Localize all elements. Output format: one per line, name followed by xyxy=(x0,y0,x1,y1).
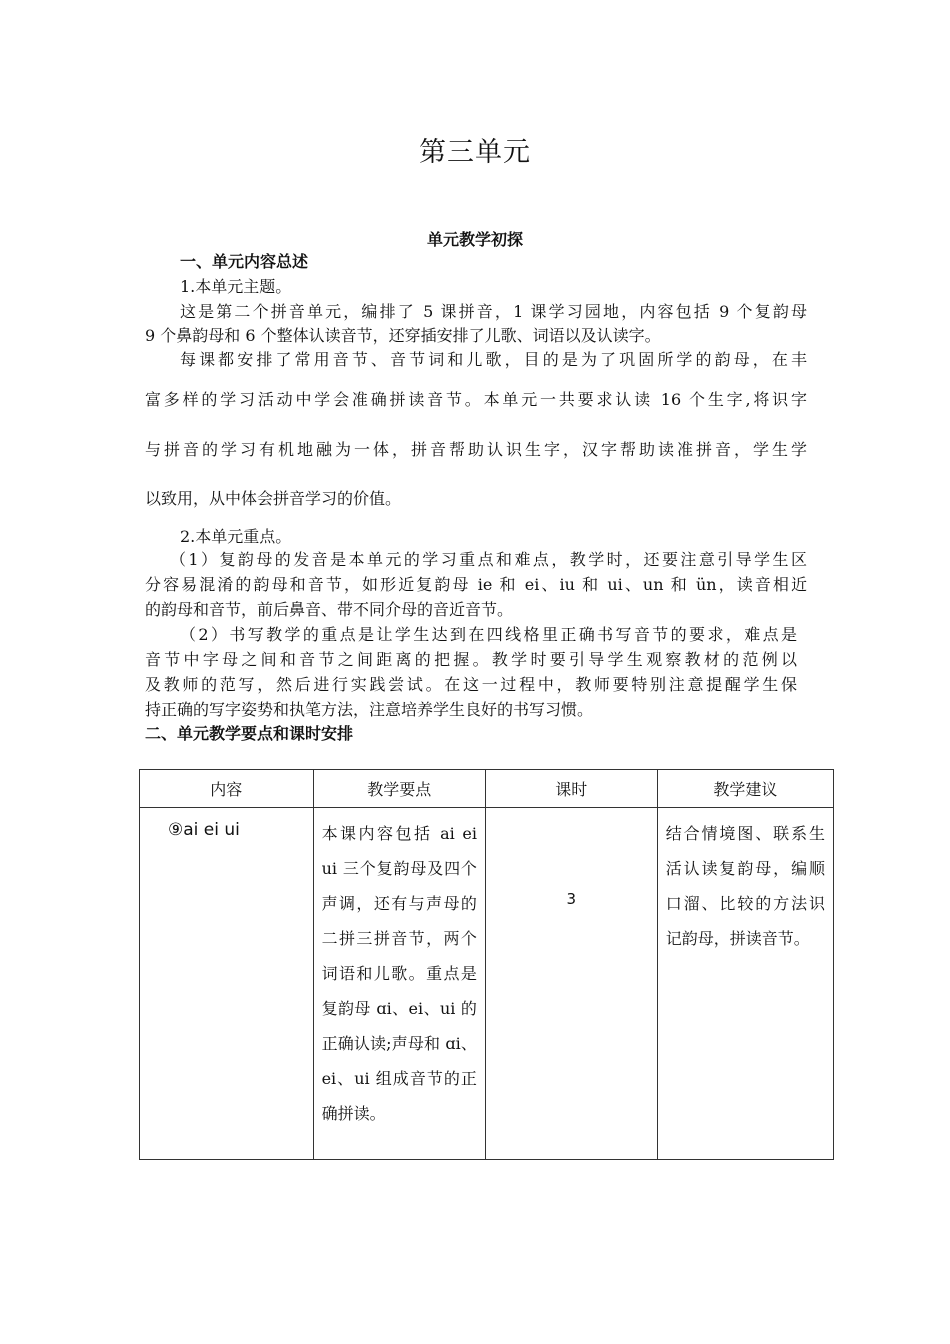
paragraph-line: 这是第二个拼音单元，编排了 5 课拼音，1 课学习园地，内容包括 9 个复韵母 xyxy=(180,302,807,321)
paragraph-line: 持正确的写字姿势和执笔方法，注意培养学生良好的书写习惯。 xyxy=(145,700,594,719)
cell-hours: 3 xyxy=(485,808,657,1160)
paragraph-line: 以致用，从中体会拼音学习的价值。 xyxy=(145,489,402,508)
column-header-suggestions: 教学建议 xyxy=(657,770,833,808)
paragraph-line: 及教师的范写，然后进行实践尝试。在这一过程中，教师要特别注意提醒学生保 xyxy=(145,675,797,694)
section1-heading: 一、单元内容总述 xyxy=(180,252,309,271)
column-header-hours: 课时 xyxy=(485,770,657,808)
paragraph-line: 分容易混淆的韵母和音节，如形近复韵母 ie 和 ei、iu 和 ui、un 和 ün，读音相近 xyxy=(145,575,807,594)
cell-suggestions: 结合情境图、联系生活认读复韵母，编顺口溜、比较的方法识记韵母，拼读音节。 xyxy=(657,808,833,1160)
paragraph-line: 音节中字母之间和音节之间距离的把握。教学时要引导学生观察教材的范例以 xyxy=(145,650,797,669)
paragraph-line: 9 个鼻韵母和 6 个整体认读音节，还穿插安排了儿歌、词语以及认读字。 xyxy=(145,326,661,345)
table-header-row xyxy=(140,770,834,808)
cell-points: 本课内容包括 ai ei ui 三个复韵母及四个声调，还有与声母的二拼三拼音节，两个词语和儿歌。重点是复韵母 ɑi、ei、ui 的正确认读;声母和 ɑi、ei、ui 组成音节的正确拼读。 xyxy=(313,808,485,1160)
page-subtitle: 单元教学初探 xyxy=(426,230,523,249)
column-header-points: 教学要点 xyxy=(313,770,485,808)
cell-content: ⑨ai ei ui xyxy=(140,808,314,1160)
lesson-plan-table xyxy=(139,769,834,1160)
item1-heading: 1.本单元主题。 xyxy=(180,277,292,296)
paragraph-line: 与拼音的学习有机地融为一体，拼音帮助认识生字，汉字帮助读准拼音，学生学 xyxy=(145,440,807,459)
paragraph-line: 每课都安排了常用音节、音节词和儿歌，目的是为了巩固所学的韵母，在丰 xyxy=(180,350,807,369)
paragraph-line: 富多样的学习活动中学会准确拼读音节。本单元一共要求认读 16 个生字,将识字 xyxy=(145,390,807,409)
column-header-content: 内容 xyxy=(140,770,314,808)
table-row xyxy=(140,808,834,1160)
item2-heading: 2.本单元重点。 xyxy=(180,527,292,546)
page-title: 第三单元 xyxy=(419,137,531,168)
paragraph-line: 的韵母和音节，前后鼻音、带不同介母的音近音节。 xyxy=(145,600,514,619)
section2-heading: 二、单元教学要点和课时安排 xyxy=(145,724,354,743)
paragraph-line: （1）复韵母的发音是本单元的学习重点和难点，教学时，还要注意引导学生区 xyxy=(170,550,807,569)
paragraph-line: （2）书写教学的重点是让学生达到在四线格里正确书写音节的要求，难点是 xyxy=(180,625,797,644)
